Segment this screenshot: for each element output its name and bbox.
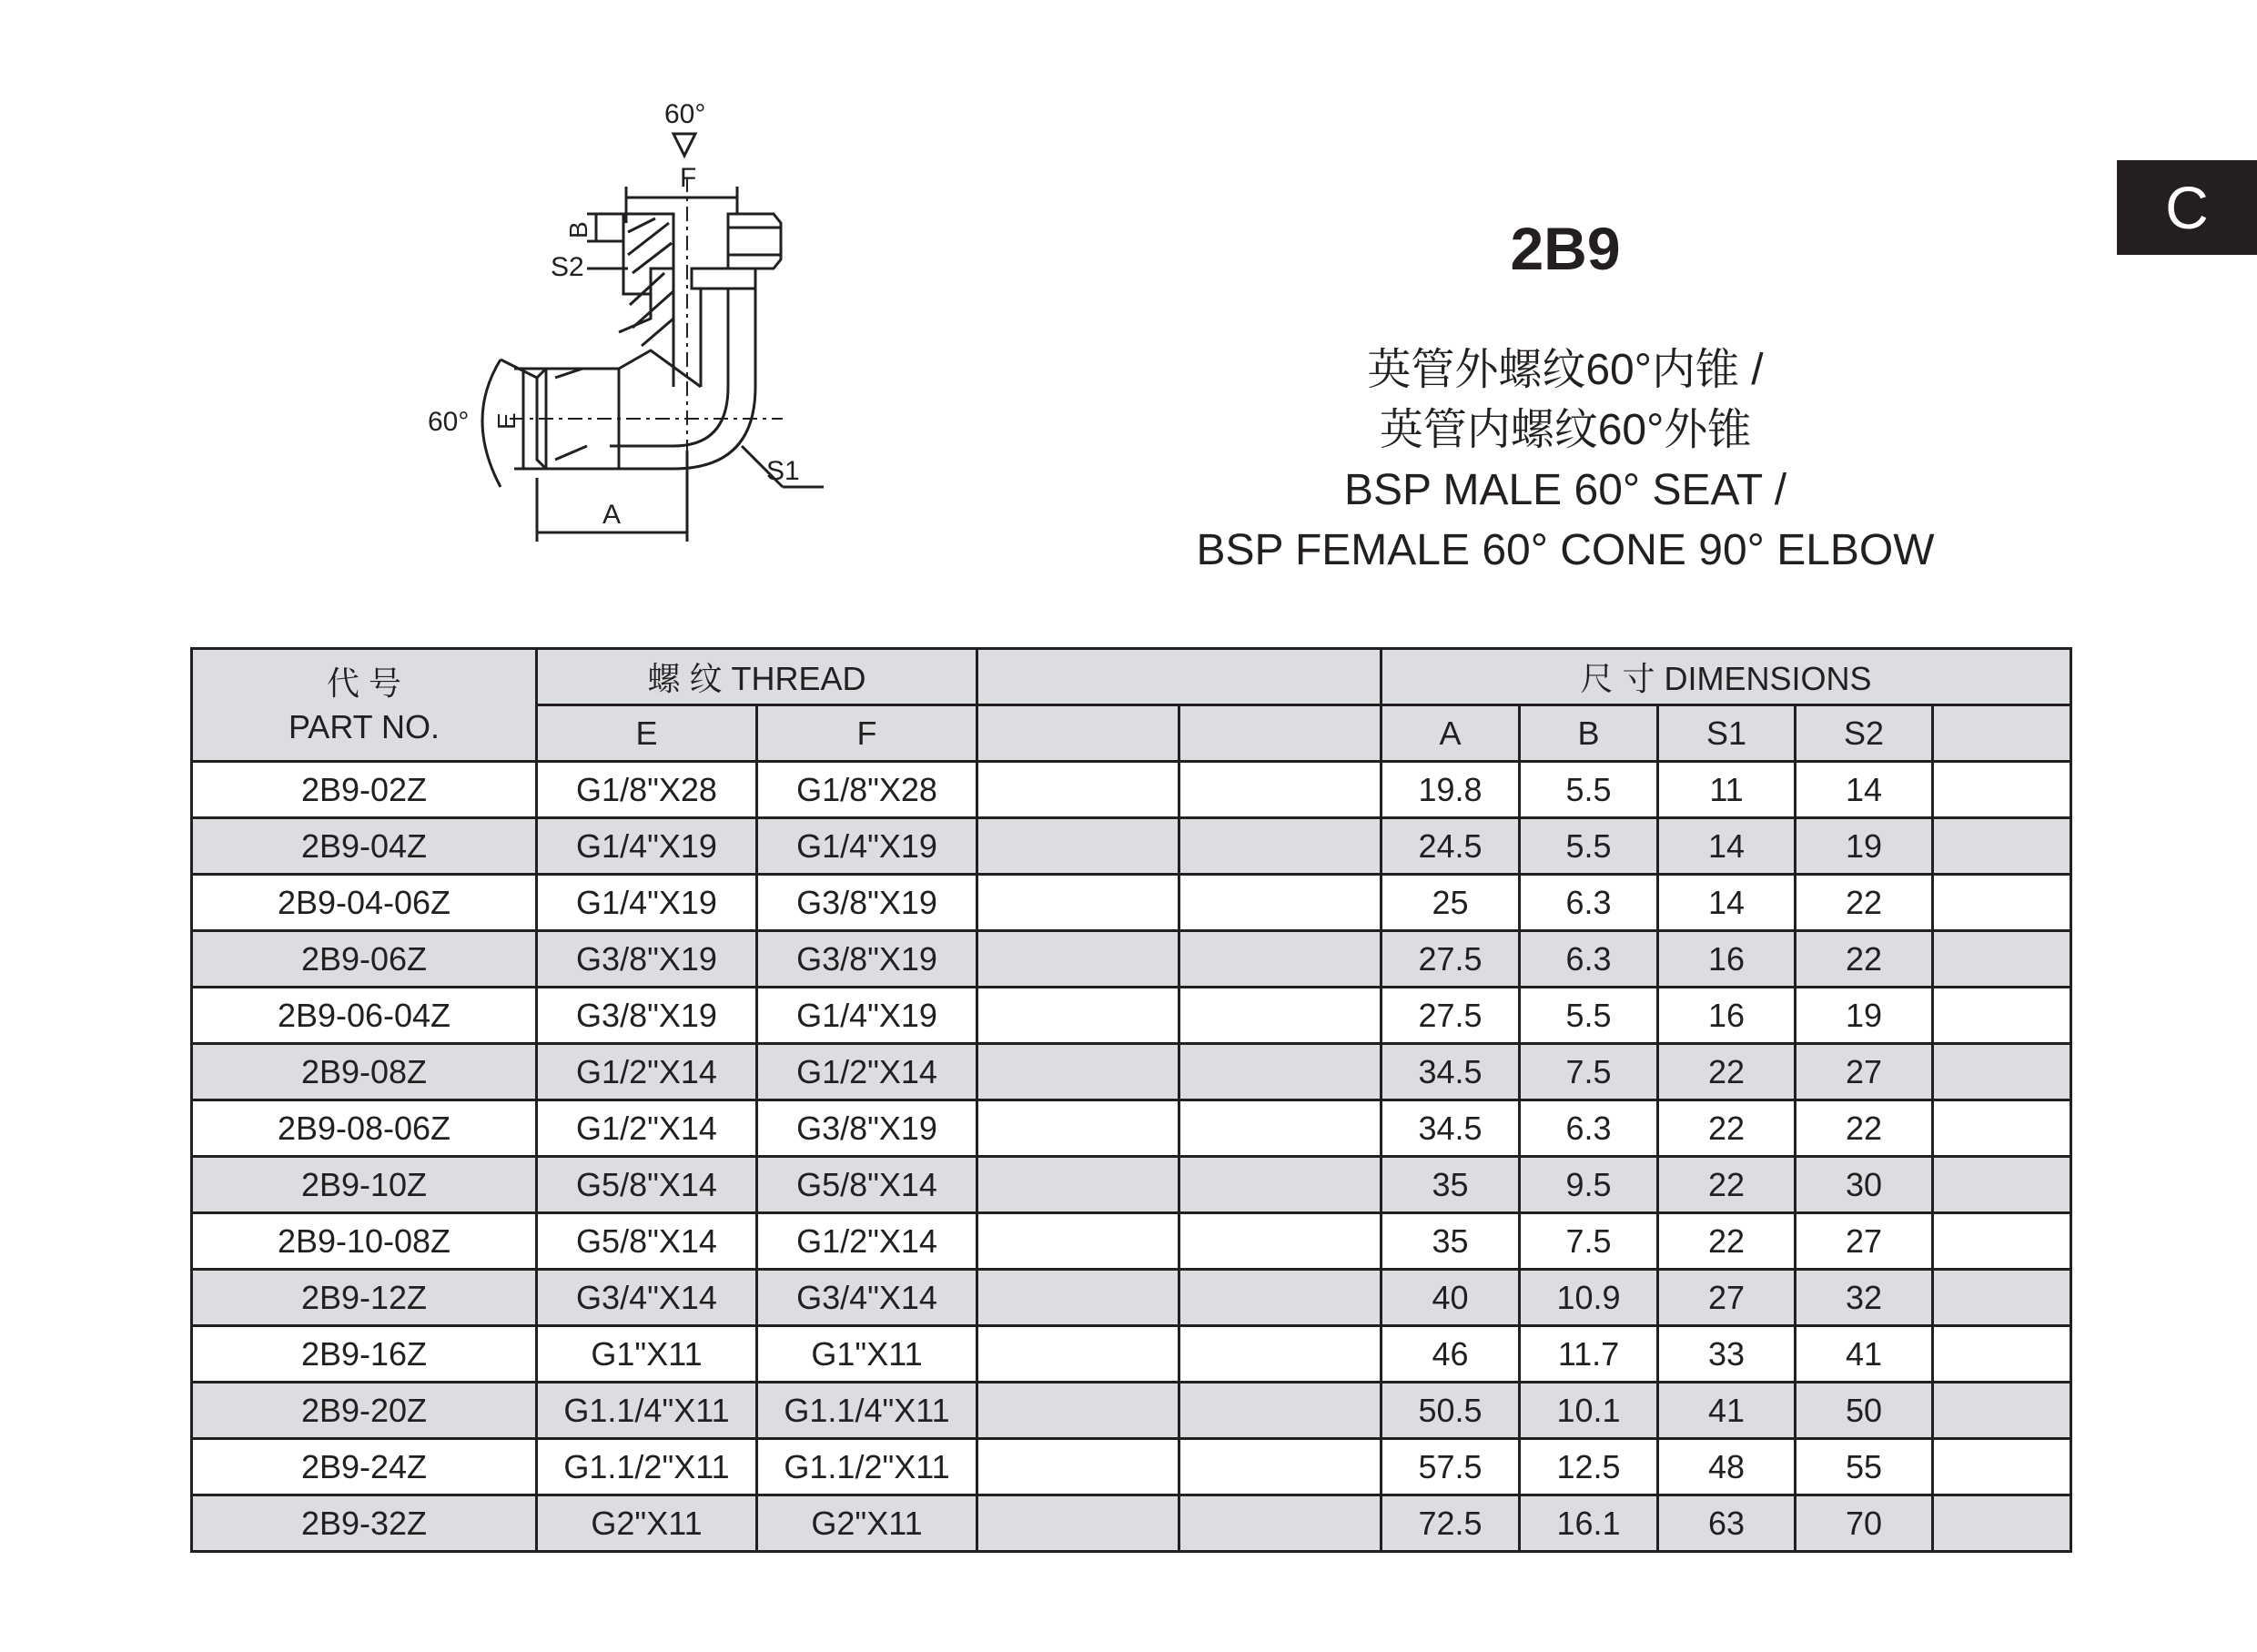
cell-s1: 27 <box>1658 1270 1796 1326</box>
cell-b: 5.5 <box>1520 988 1658 1044</box>
cell-s2: 22 <box>1796 875 1933 931</box>
cell-f: G1/4"X19 <box>757 988 977 1044</box>
title-line-4: BSP FEMALE 60° CONE 90° ELBOW <box>1196 526 1935 574</box>
table-row <box>192 1439 2071 1495</box>
cell-s1: 22 <box>1658 1213 1796 1270</box>
cell-empty <box>1179 1383 1382 1439</box>
cell-e: G2"X11 <box>537 1495 757 1552</box>
cell-s2: 27 <box>1796 1213 1933 1270</box>
cell-empty <box>1933 1495 2071 1552</box>
cell-empty <box>977 1157 1179 1213</box>
cell-a: 34.5 <box>1382 1100 1520 1157</box>
cell-b: 10.1 <box>1520 1383 1658 1439</box>
cell-e: G5/8"X14 <box>537 1157 757 1213</box>
cell-e: G3/4"X14 <box>537 1270 757 1326</box>
header-E: E <box>537 705 757 762</box>
cell-empty <box>1179 931 1382 988</box>
header-A: A <box>1382 705 1520 762</box>
table-row <box>192 1157 2071 1213</box>
cell-empty <box>1933 1044 2071 1100</box>
cell-empty <box>977 931 1179 988</box>
cell-empty <box>1179 1100 1382 1157</box>
cell-a: 35 <box>1382 1213 1520 1270</box>
cell-s1: 16 <box>1658 988 1796 1044</box>
cell-s1: 11 <box>1658 762 1796 818</box>
table-row <box>192 931 2071 988</box>
cell-e: G1/4"X19 <box>537 818 757 875</box>
cell-s2: 14 <box>1796 762 1933 818</box>
cell-s1: 14 <box>1658 875 1796 931</box>
cell-e: G1/2"X14 <box>537 1044 757 1100</box>
cell-empty <box>1179 1044 1382 1100</box>
cell-part: 2B9-04-06Z <box>192 875 537 931</box>
header-B: B <box>1520 705 1658 762</box>
cell-s2: 70 <box>1796 1495 1933 1552</box>
title-line-2: 英管内螺纹60°外锥 <box>1379 406 1752 454</box>
cell-part: 2B9-24Z <box>192 1439 537 1495</box>
cell-a: 25 <box>1382 875 1520 931</box>
section-tab: C <box>2117 160 2257 255</box>
cell-empty <box>1179 988 1382 1044</box>
table-row <box>192 1383 2071 1439</box>
cell-empty <box>977 818 1179 875</box>
seat-angle-marker <box>673 134 695 156</box>
cell-b: 5.5 <box>1520 762 1658 818</box>
cell-part: 2B9-16Z <box>192 1326 537 1383</box>
cell-part: 2B9-08Z <box>192 1044 537 1100</box>
cell-empty <box>1933 988 2071 1044</box>
table-row <box>192 1270 2071 1326</box>
cell-a: 72.5 <box>1382 1495 1520 1552</box>
cell-a: 35 <box>1382 1157 1520 1213</box>
cell-b: 7.5 <box>1520 1213 1658 1270</box>
cell-e: G3/8"X19 <box>537 931 757 988</box>
cell-empty <box>1179 1495 1382 1552</box>
cell-part: 2B9-08-06Z <box>192 1100 537 1157</box>
cell-e: G1/2"X14 <box>537 1100 757 1157</box>
cell-s2: 27 <box>1796 1044 1933 1100</box>
dim-A-label: A <box>602 500 622 530</box>
cell-b: 11.7 <box>1520 1326 1658 1383</box>
cell-e: G1/4"X19 <box>537 875 757 931</box>
cell-b: 5.5 <box>1520 818 1658 875</box>
table-row <box>192 818 2071 875</box>
header-empty-1 <box>977 705 1179 762</box>
cell-part: 2B9-20Z <box>192 1383 537 1439</box>
table-row <box>192 1044 2071 1100</box>
dimension-table <box>190 647 2072 1553</box>
cell-empty <box>977 1495 1179 1552</box>
cell-empty <box>977 1213 1179 1270</box>
cell-f: G1.1/4"X11 <box>757 1383 977 1439</box>
header-S2: S2 <box>1796 705 1933 762</box>
cell-empty <box>1933 931 2071 988</box>
cell-empty <box>1933 1326 2071 1383</box>
cell-empty <box>1933 1270 2071 1326</box>
cell-f: G1/2"X14 <box>757 1044 977 1100</box>
header-empty-2 <box>1179 705 1382 762</box>
cell-empty <box>977 762 1179 818</box>
cell-b: 6.3 <box>1520 1100 1658 1157</box>
cell-s2: 19 <box>1796 818 1933 875</box>
title-line-1: 英管外螺纹60°内锥 / <box>1367 346 1764 394</box>
cell-empty <box>977 1326 1179 1383</box>
header-thread-group: 螺 纹 THREAD <box>537 649 977 705</box>
dim-S1-label: S1 <box>766 456 800 486</box>
cell-s2: 50 <box>1796 1383 1933 1439</box>
cell-s2: 55 <box>1796 1439 1933 1495</box>
cell-f: G5/8"X14 <box>757 1157 977 1213</box>
cell-e: G1"X11 <box>537 1326 757 1383</box>
cell-e: G1.1/4"X11 <box>537 1383 757 1439</box>
cell-s2: 30 <box>1796 1157 1933 1213</box>
dim-F-label: F <box>680 163 697 193</box>
cell-f: G1.1/2"X11 <box>757 1439 977 1495</box>
cell-part: 2B9-04Z <box>192 818 537 875</box>
cell-f: G3/8"X19 <box>757 875 977 931</box>
cell-empty <box>1933 1439 2071 1495</box>
cell-empty <box>1179 875 1382 931</box>
cell-empty <box>1179 762 1382 818</box>
cell-empty <box>977 1044 1179 1100</box>
header-S1: S1 <box>1658 705 1796 762</box>
cell-f: G3/8"X19 <box>757 1100 977 1157</box>
cell-empty <box>1933 762 2071 818</box>
angle-top-label: 60° <box>664 99 706 129</box>
cell-empty <box>1179 1213 1382 1270</box>
cell-empty <box>977 1270 1179 1326</box>
cell-empty <box>1179 1157 1382 1213</box>
cell-part: 2B9-10-08Z <box>192 1213 537 1270</box>
dim-S2-label: S2 <box>551 252 584 282</box>
cell-empty <box>1179 1270 1382 1326</box>
header-part-no <box>192 649 537 762</box>
cell-empty <box>977 1439 1179 1495</box>
cell-part: 2B9-10Z <box>192 1157 537 1213</box>
fitting-drawing <box>400 86 837 551</box>
cell-s1: 41 <box>1658 1383 1796 1439</box>
product-title-block <box>1119 215 2011 581</box>
table-row <box>192 1326 2071 1383</box>
dim-E-label: E <box>492 412 521 430</box>
header-empty-3 <box>1933 705 2071 762</box>
cell-b: 7.5 <box>1520 1044 1658 1100</box>
header-part-no-cn: 代 号 <box>326 664 401 702</box>
cell-b: 10.9 <box>1520 1270 1658 1326</box>
cell-empty <box>1179 1439 1382 1495</box>
cell-a: 57.5 <box>1382 1439 1520 1495</box>
cell-empty <box>1179 1326 1382 1383</box>
cell-s1: 22 <box>1658 1157 1796 1213</box>
cell-empty <box>1933 1383 2071 1439</box>
table-row <box>192 988 2071 1044</box>
cell-s1: 22 <box>1658 1100 1796 1157</box>
cell-b: 6.3 <box>1520 875 1658 931</box>
table-row <box>192 1213 2071 1270</box>
cell-b: 12.5 <box>1520 1439 1658 1495</box>
header-blank <box>977 649 1382 705</box>
cell-part: 2B9-02Z <box>192 762 537 818</box>
cell-e: G5/8"X14 <box>537 1213 757 1270</box>
table-row <box>192 1495 2071 1552</box>
cell-part: 2B9-06-04Z <box>192 988 537 1044</box>
cell-f: G1/8"X28 <box>757 762 977 818</box>
cell-b: 16.1 <box>1520 1495 1658 1552</box>
cell-f: G1/2"X14 <box>757 1213 977 1270</box>
cell-e: G3/8"X19 <box>537 988 757 1044</box>
cell-b: 9.5 <box>1520 1157 1658 1213</box>
cell-e: G1.1/2"X11 <box>537 1439 757 1495</box>
cell-s2: 41 <box>1796 1326 1933 1383</box>
cell-f: G1/4"X19 <box>757 818 977 875</box>
cell-s1: 33 <box>1658 1326 1796 1383</box>
cell-a: 19.8 <box>1382 762 1520 818</box>
cell-f: G2"X11 <box>757 1495 977 1552</box>
cell-a: 34.5 <box>1382 1044 1520 1100</box>
cell-f: G3/8"X19 <box>757 931 977 988</box>
cell-a: 27.5 <box>1382 988 1520 1044</box>
table-row <box>192 875 2071 931</box>
cell-s1: 22 <box>1658 1044 1796 1100</box>
cell-empty <box>977 988 1179 1044</box>
cell-empty <box>1179 818 1382 875</box>
cell-s1: 14 <box>1658 818 1796 875</box>
cell-empty <box>977 1383 1179 1439</box>
title-line-3: BSP MALE 60° SEAT / <box>1343 466 1787 514</box>
cell-s2: 22 <box>1796 1100 1933 1157</box>
cell-b: 6.3 <box>1520 931 1658 988</box>
cell-part: 2B9-06Z <box>192 931 537 988</box>
cell-empty <box>1933 818 2071 875</box>
table-row <box>192 1100 2071 1157</box>
angle-left-label: 60° <box>428 407 470 437</box>
product-code: 2B9 <box>1510 215 1621 282</box>
table-row <box>192 762 2071 818</box>
cell-empty <box>1933 1100 2071 1157</box>
cell-f: G3/4"X14 <box>757 1270 977 1326</box>
cell-empty <box>977 875 1179 931</box>
cell-empty <box>1933 875 2071 931</box>
cell-s1: 16 <box>1658 931 1796 988</box>
cell-a: 46 <box>1382 1326 1520 1383</box>
cell-empty <box>977 1100 1179 1157</box>
cell-s1: 63 <box>1658 1495 1796 1552</box>
cell-a: 27.5 <box>1382 931 1520 988</box>
cell-s2: 19 <box>1796 988 1933 1044</box>
cell-s1: 48 <box>1658 1439 1796 1495</box>
cell-f: G1"X11 <box>757 1326 977 1383</box>
cell-part: 2B9-32Z <box>192 1495 537 1552</box>
cell-a: 24.5 <box>1382 818 1520 875</box>
header-dimensions-group: 尺 寸 DIMENSIONS <box>1382 649 2071 705</box>
cell-s2: 32 <box>1796 1270 1933 1326</box>
dim-B-label: B <box>564 221 592 238</box>
header-F: F <box>757 705 977 762</box>
cell-empty <box>1933 1157 2071 1213</box>
cell-empty <box>1933 1213 2071 1270</box>
header-part-no-en: PART NO. <box>288 707 440 745</box>
cell-a: 50.5 <box>1382 1383 1520 1439</box>
cell-part: 2B9-12Z <box>192 1270 537 1326</box>
cell-a: 40 <box>1382 1270 1520 1326</box>
cell-e: G1/8"X28 <box>537 762 757 818</box>
cell-s2: 22 <box>1796 931 1933 988</box>
